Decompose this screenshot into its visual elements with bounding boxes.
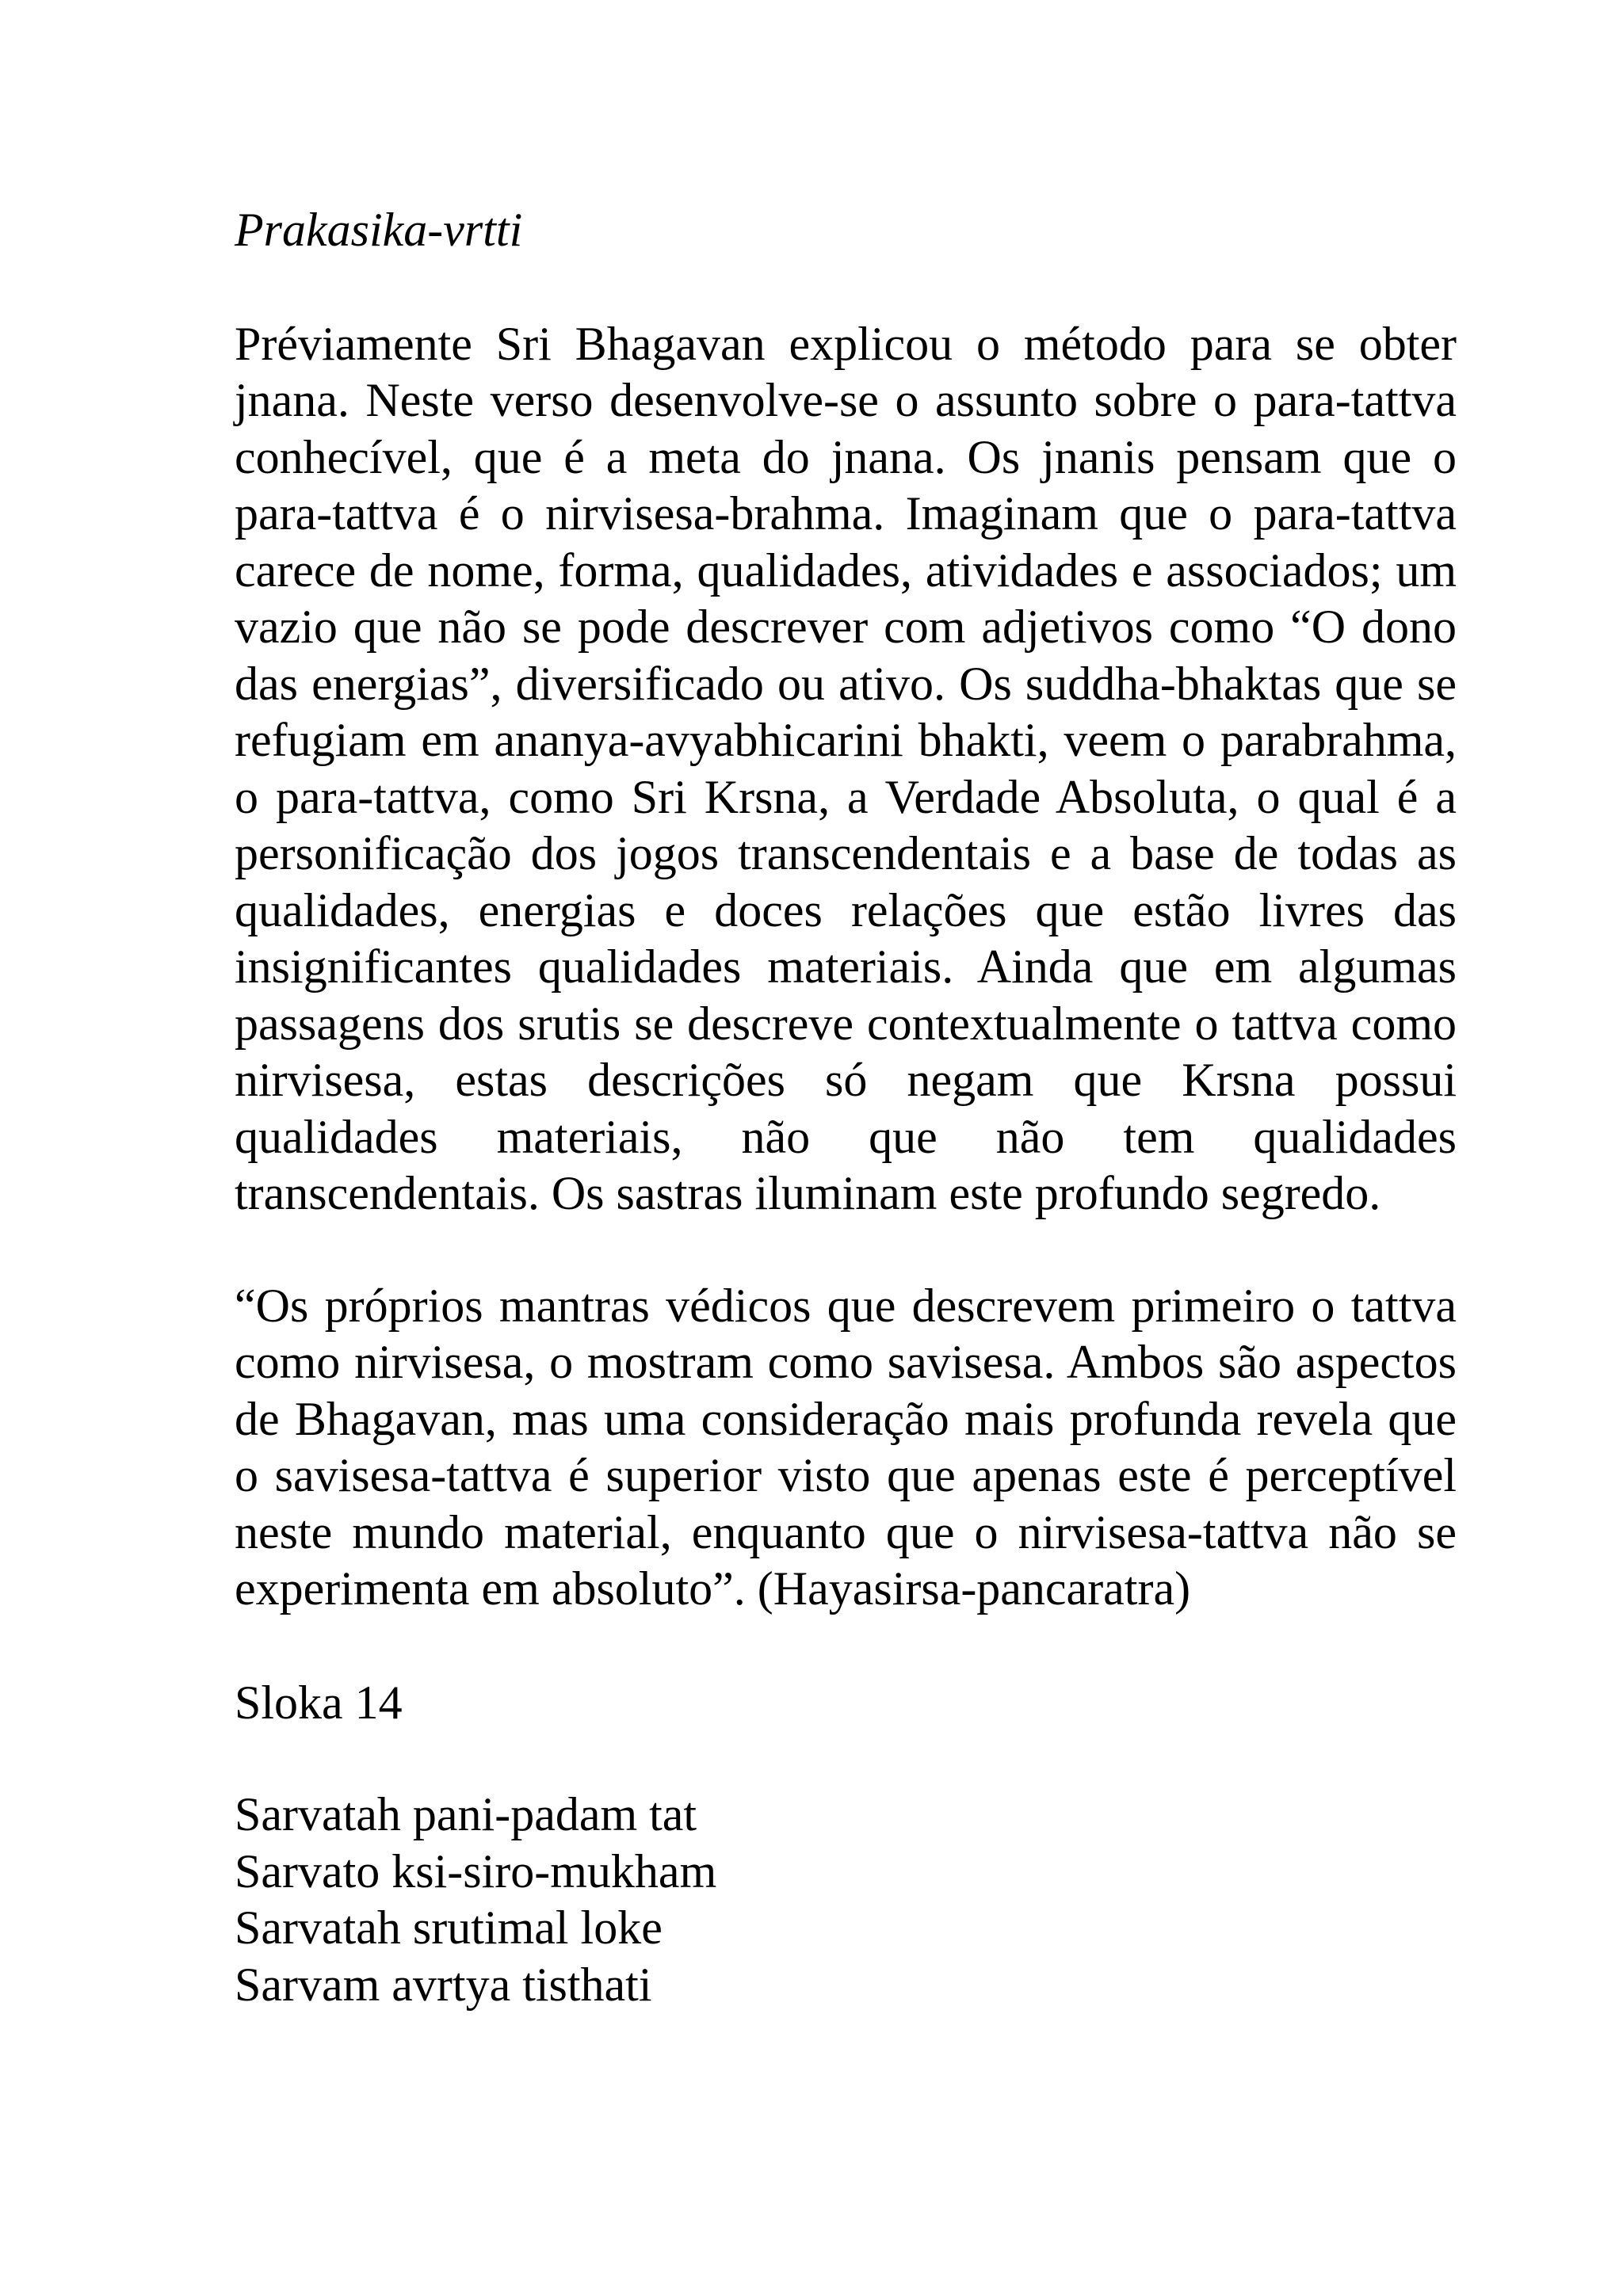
page-content (235, 202, 1457, 2013)
quotation-paragraph: “Os próprios mantras védicos que descrevem primeiro o tattva como nirvisesa, o mostram como savisesa. Ambos são aspectos de Bhagavan, mas uma consideração mais profunda revela que o savisesa-tattva é superior visto que apenas este é perceptível neste mundo material, enquanto que o nirvisesa-tattva não se experimenta em absoluto”. (Hayasirsa-pancaratra) (235, 1279, 1457, 1615)
verse-line: Sarvato ksi-siro-mukham (235, 1844, 717, 1897)
commentary-paragraph: Préviamente Sri Bhagavan explicou o método para se obter jnana. Neste verso desenvolve-se o assunto sobre o para-tattva conhecível, que é a meta do jnana. Os jnanis pensam que o para-tattva é o nirvisesa-brahma. Imaginam que o para-tattva carece de nome, forma, qualidades, atividades e associados; um vazio que não se pode descrever com adjetivos como “O dono das energias”, diversificado ou ativo. Os suddha-bhaktas que se refugiam em ananya-avyabhicarini bhakti, veem o parabrahma, o para-tattva, como Sri Krsna, a Verdade Absoluta, o qual é a personificação dos jogos transcendentais e a base de todas as qualidades, energias e doces relações que estão livres das insignificantes qualidades materiais. Ainda que em algumas passagens dos srutis se descreve contextualmente o tattva como nirvisesa, estas descrições só negam que Krsna possui qualidades materiais, não que não tem qualidades transcendentais. Os sastras iluminam este profundo segredo. (235, 317, 1457, 1219)
spacer (235, 259, 1457, 316)
sloka-verse (235, 1787, 1457, 2013)
sloka-title: Sloka 14 (235, 1676, 403, 1729)
verse-line: Sarvatah srutimal loke (235, 1901, 663, 1954)
verse-line: Sarvatah pani-padam tat (235, 1788, 697, 1840)
verse-line: Sarvam avrtya tisthati (235, 1958, 652, 2011)
spacer (235, 1222, 1457, 1278)
section-heading: Prakasika-vrtti (235, 204, 523, 256)
spacer (235, 1731, 1457, 1787)
spacer (235, 1618, 1457, 1675)
